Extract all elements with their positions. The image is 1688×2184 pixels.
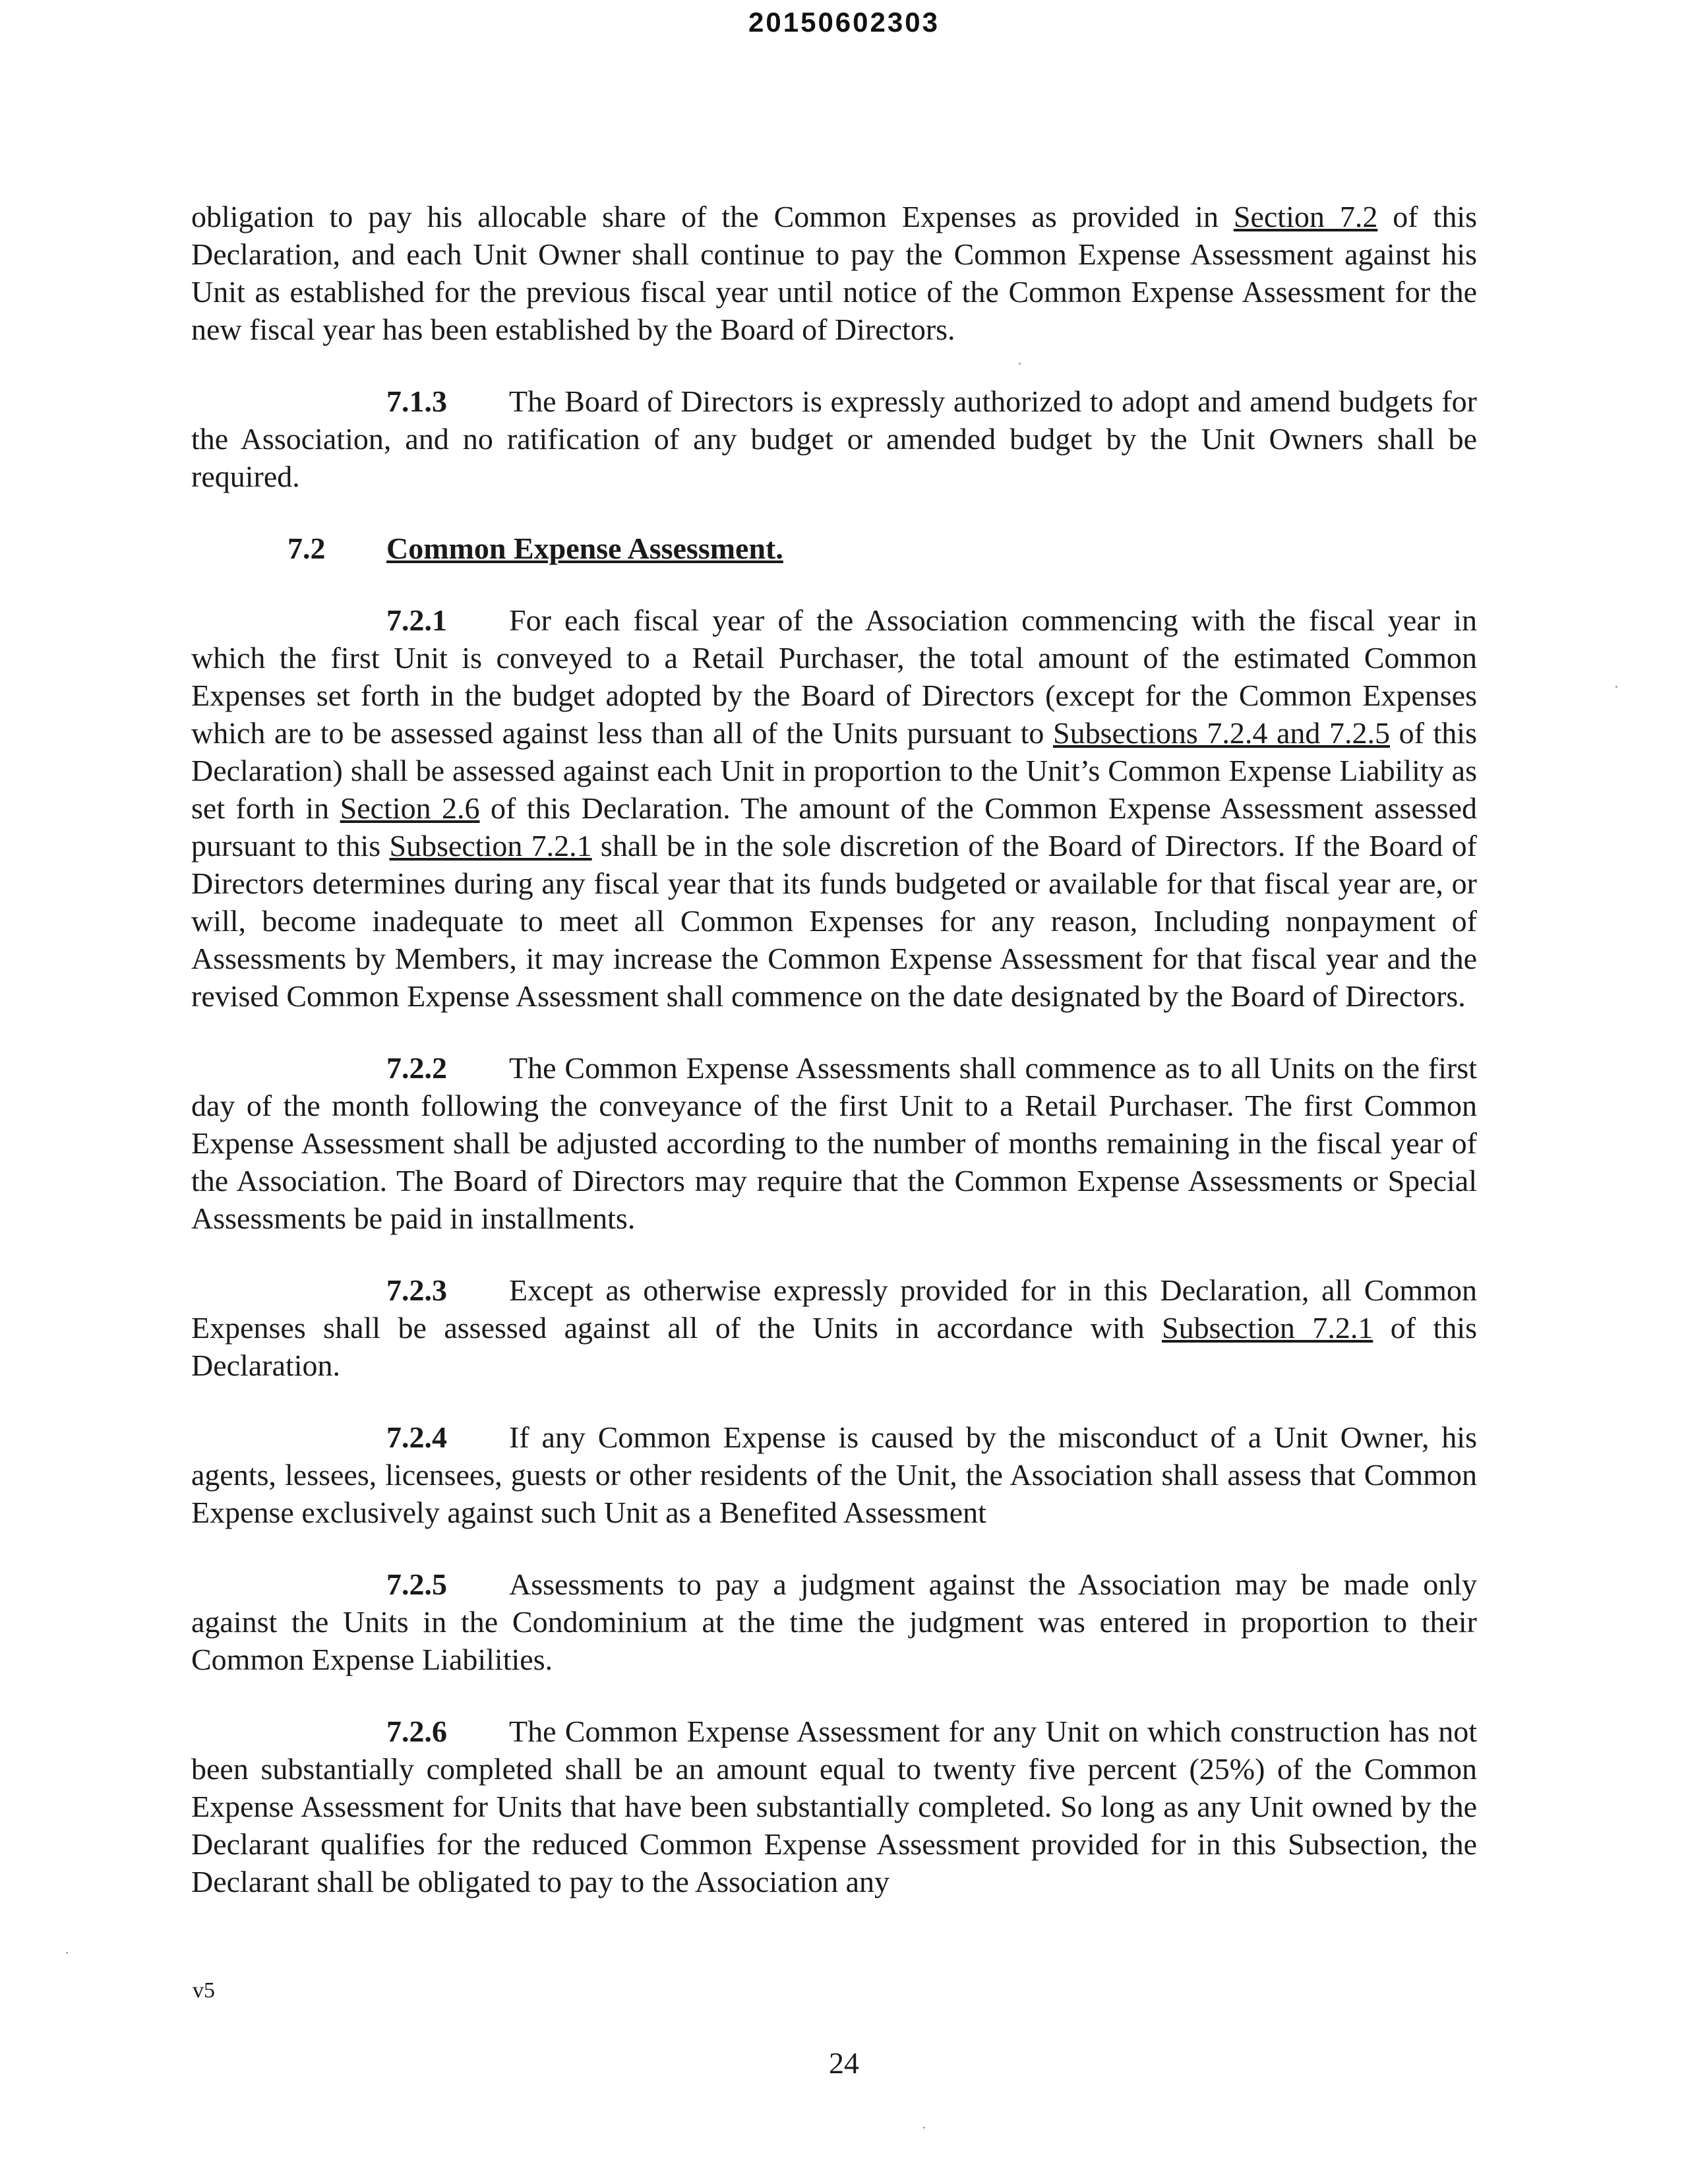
section-number: 7.2.3: [386, 1273, 447, 1307]
paragraph-7-2-6: 7.2.6 The Common Expense Assessment for any Unit on which construction has not been substantially completed shall be an amount equal to twenty five percent (25%) of the Common Expense Assessment for Units that have been substantially completed. So long as any Unit owned by the Declarant qualifies for the reduced Common Expense Assessment provided for in this Subsection, the Declarant shall be obligated to pay to the Association any: [191, 1713, 1477, 1900]
paragraph-7-2-1: 7.2.1 For each fiscal year of the Association commencing with the fiscal year in which the first Unit is conveyed to a Retail Purchaser, the total amount of the estimated Common Expenses set forth in the budget adopted by the Board of Directors (except for the Common Expenses which are to be assessed against less than all of the Units pursuant to Subsections 7.2.4 and 7.2.5 of this Declaration) shall be assessed against each Unit in proportion to the Unit’s Common Expense Liability as set forth in Section 2.6 of this Declaration. The amount of the Common Expense Assessment assessed pursuant to this Subsection 7.2.1 shall be in the sole discretion of the Board of Directors. If the Board of Directors determines during any fiscal year that its funds budgeted or available for that fiscal year are, or will, become inadequate to meet all Common Expenses for any reason, Including nonpayment of Assessments by Members, it may increase the Common Expense Assessment for that fiscal year and the revised Common Expense Assessment shall commence on the date designated by the Board of Directors.: [191, 601, 1477, 1015]
section-number: 7.1.3: [386, 384, 447, 418]
section-title: Common Expense Assessment.: [386, 531, 783, 565]
paragraph-7-2-5: 7.2.5 Assessments to pay a judgment against the Association may be made only against the Units in the Condominium at the time the judgment was entered in proportion to their Common Expense Liabilities.: [191, 1565, 1477, 1678]
section-number: 7.2.4: [386, 1420, 447, 1454]
scan-speck: [1019, 363, 1021, 365]
paragraph-7-2-4: 7.2.4 If any Common Expense is caused by the misconduct of a Unit Owner, his agents, lessees, licensees, guests or other residents of the Unit, the Association shall assess that Common Expense exclusively against such Unit as a Benefited Assessment: [191, 1418, 1477, 1531]
scan-speck: [1615, 686, 1617, 688]
section-number: 7.2.6: [386, 1714, 447, 1748]
scan-speck: [923, 2127, 925, 2129]
section-number: 7.2.5: [386, 1567, 447, 1601]
paragraph-7-2-2: 7.2.2 The Common Expense Assessments shall commence as to all Units on the first day of the month following the conveyance of the first Unit to a Retail Purchaser. The first Common Expense Assessment shall be adjusted according to the number of months remaining in the fiscal year of the Association. The Board of Directors may require that the Common Expense Assessments or Special Assessments be paid in installments.: [191, 1049, 1477, 1237]
section-reference: Section 7.2: [1233, 200, 1378, 233]
document-number: 20150602303: [748, 7, 940, 38]
paragraph-7-1-3: 7.1.3 The Board of Directors is expressly authorized to adopt and amend budgets for the Association, and no ratification of any budget or amended budget by the Unit Owners shall be required.: [191, 382, 1477, 495]
version-label: v5: [193, 1978, 215, 2003]
document-body: [191, 198, 1477, 1900]
scan-speck: [66, 1952, 68, 1954]
section-number: 7.2.2: [386, 1051, 447, 1085]
section-number: 7.2.1: [386, 603, 447, 637]
section-reference: Subsection 7.2.1: [389, 829, 592, 863]
paragraph-7-2-3: 7.2.3 Except as otherwise expressly provided for in this Declaration, all Common Expenses shall be assessed against all of the Units in accordance with Subsection 7.2.1 of this Declaration.: [191, 1271, 1477, 1384]
section-reference: Subsections 7.2.4 and 7.2.5: [1052, 716, 1390, 750]
page-number: 24: [829, 2046, 859, 2080]
paragraph-continuation: obligation to pay his allocable share of the Common Expenses as provided in Section 7.2 of this Declaration, and each Unit Owner shall continue to pay the Common Expense Assessment against his Unit as established for the previous fiscal year until notice of the Common Expense Assessment for the new fiscal year has been established by the Board of Directors.: [191, 200, 1478, 346]
section-reference: Section 2.6: [340, 791, 480, 825]
section-number: 7.2: [287, 531, 326, 565]
section-heading-7-2: [191, 530, 1477, 567]
section-reference: Subsection 7.2.1: [1162, 1311, 1373, 1345]
